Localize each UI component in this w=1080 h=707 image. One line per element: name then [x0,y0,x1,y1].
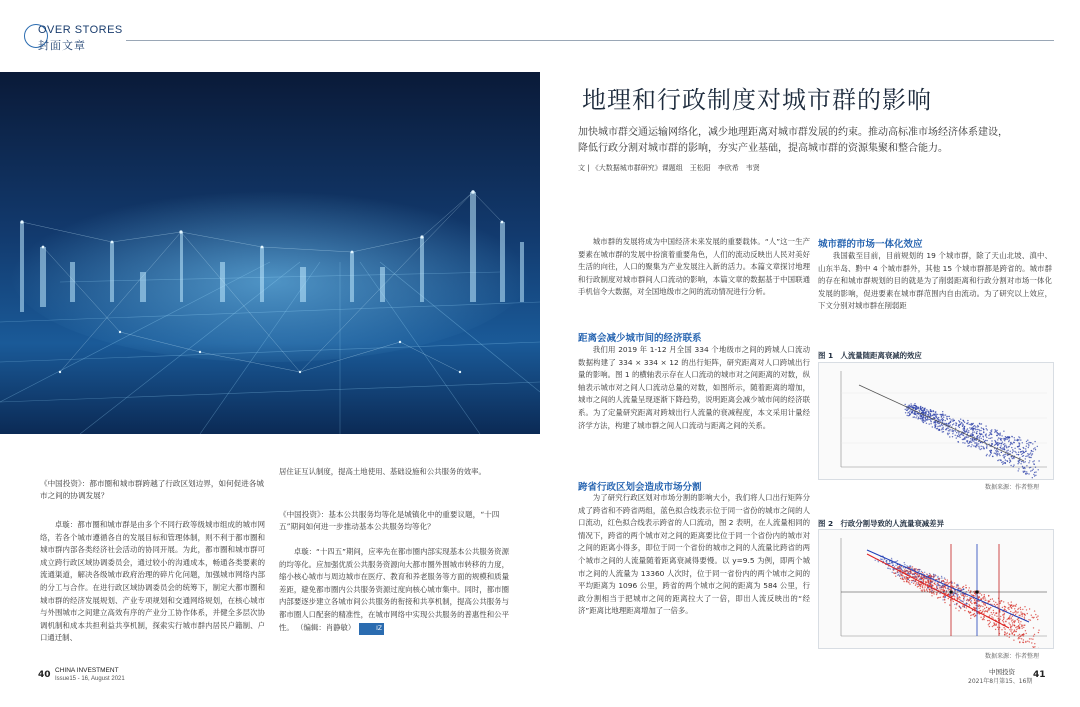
section-heading-distance: 距离会减少城市间的经济联系 [578,333,702,344]
article-title: 地理和行政制度对城市群的影响 [582,86,932,114]
interview-question-2: 《中国投资》：基本公共服务均等化是城镇化中的重要议题，“十四五”期间如何进一步推动基本公共服务均等化？ [279,510,500,531]
interview-answer-2-text: 卓璇：“十四五”期间，应率先在都市圈内部实现基本公共服务资源的均等化。应加强优质公共服务资源向大都市圈外围城市转移的力度，缩小核心城市与周边城市在医疗、教育和养老服务等方面的规模和质量差距，避免都市圈内公共服务资源过度向核心城市集中。同时，都市圈内部要逐步建立各城市间公共服务的衔接和共享机制，提高公共服务与都市圈人口配套的精准性，在城市网络中实现公共服务的普惠性和公平性。 [279,547,509,632]
figure2-scatter [818,529,1054,649]
figure2-cross-province-points [893,565,1040,648]
magazine-brand-en: CHINA INVESTMENT [55,667,119,674]
figure2-plot [819,530,1053,648]
page-number-right: 41 [1033,670,1046,680]
issue-info-cn: 2021年8月第15、16期 [968,678,1033,685]
intro-paragraph: 城市群的发展将成为中国经济未来发展的重要载体。“人”这一生产要素在城市群的发展中扮演着重要角色，人们的流动反映出人民对美好生活的向往，人口的聚集为产业发展注入新的活力。本篇文章探讨地理和行政制度对城市群间人口流动的影响，本篇文章的数据基于中国联通手机信令大数据，对全国地级市之间的流动情况进行分析。 [578,237,810,297]
figure1-scatter [818,362,1054,480]
section-label-cn: 封面文章 [38,39,86,52]
section-heading-admin: 跨省行政区划会造成市场分割 [578,482,702,493]
interview-answer-1-continued: 居住证互认制度，提高土地使用、基础设施和公共服务的效率。 [279,467,486,476]
magazine-brand-cn: 中国投资 [989,668,1015,676]
interview-question-1: 《中国投资》：都市圈和城市群跨越了行政区划边界，如何促进各城市之间的协调发展？ [40,479,265,500]
admin-paragraph: 为了研究行政区划对市场分割的影响大小，我们将人口出行矩阵分成了跨省和不跨省两组，蓝色拟合线表示位于同一省份的城市之间的人口流动，红色拟合线表示跨省的人口流动，图 2 表明，在人流量相同的情况下，跨省的两个城市对之间的距离要比位于同一个省份内的城市对之间的距离小得多，即位于同一个省份的城市之间的人流量比跨省的两个城市之间的人流量随着距离衰减得要慢。以 y=9.5 为例，即两个城市之间的人流量为 13360 人次时，位于同一省份内的两个城市之间的平均距离为 1096 公里，跨省的两个城市之间的距离为 584 公里，行政分割相当于把城市之间的距离拉大了一倍，即出人流反映出的“经济”距离比地理距离增加了一倍多。 [578,493,810,616]
editor-credit: （编辑：肖静敏） [296,622,356,632]
hero-city-network-image [0,72,540,434]
interview-answer-1: 卓璇：都市圈和城市群是由多个不同行政等级城市组成的城市网络，若各个城市遵循各自的发展目标和管理体制，则不利于都市圈和城市群内部各类经济社会活动的协同开展。为此，都市圈和城市群可成立跨行政区域协调委员会，通过较小的沟通成本，畅通各类要素的流通渠道，解决各级城市政府治理的碎片化问题，加强城市网络内部的分工与合作。在进行政区域协调委员会的统筹下，制定大都市圈和城市群的经济发展规划、产业专项规划和交通网络规划，在核心城市与外围城市之间建立高效有序的产业分工协作体系，并健全多层次协调机制和成本共担利益共享机制，探索实行城市群内居民户籍制、户口通迁制、 [40,520,265,643]
end-mark-icon: IZ [359,623,384,636]
interview-answer-2 [279,546,509,635]
figure1-plot [819,363,1053,479]
figure1-caption: 图 1 人流量随距离衰减的效应 [818,351,922,360]
section-label-en: OVER STORES [38,24,123,36]
issue-info-en: Issue15 - 16, August 2021 [55,676,125,682]
figure2-caption: 图 2 行政分割导致的人流量衰减差异 [818,519,944,528]
figure1-source: 数据来源：作者整理 [985,484,1040,491]
distance-paragraph: 我们用 2019 年 1-12 月全国 334 个地级市之间的跨城人口流动数据构建了 334 × 334 × 12 的出行矩阵，研究距离对人口跨城出行量的影响。图 1 的横轴表示存在人口流动的城市对之间距离的对数，纵轴表示城市对之间人口流动总量的对数，如图所示，随着距离的增加，城市之间的人流量呈现逐渐下降趋势，说明距离会减少城市间的经济联系。为了定量研究距离对跨城出行人流量的衰减程度，本文采用计量经济学方法，构建了城市群之间人口流动与距离之间的关系。 [578,345,810,430]
city-network-illustration [0,72,540,434]
page-number-left: 40 [38,670,51,680]
figure2-source: 数据来源：作者整理 [985,653,1040,660]
section-logo [22,22,132,52]
section-heading-integration: 城市群的市场一体化效应 [818,239,923,250]
integration-paragraph: 我国截至目前，目前规划的 19 个城市群，除了天山北坡、滇中、山东半岛、黔中 4 个城市群外，其他 15 个城市群都是跨省的。城市群的存在和城市群规划的目的就是为了削弱距离和行政分割对市场一体化发展的影响，促进要素在城市群范围内自由流动。为了研究以上效应，下文分别对城市群在削弱距 [818,251,1052,311]
header-rule [126,40,1054,41]
article-lede: 加快城市群交通运输网络化，减少地理距离对城市群发展的约束。推动高标准市场经济体系建设，降低行政分割对城市群的影响，夯实产业基础，提高城市群的资源集聚和整合能力。 [578,127,1008,154]
article-byline: 文 | 《大数据城市群研究》课题组 王松阳 李欣希 韦贤 [578,164,760,172]
